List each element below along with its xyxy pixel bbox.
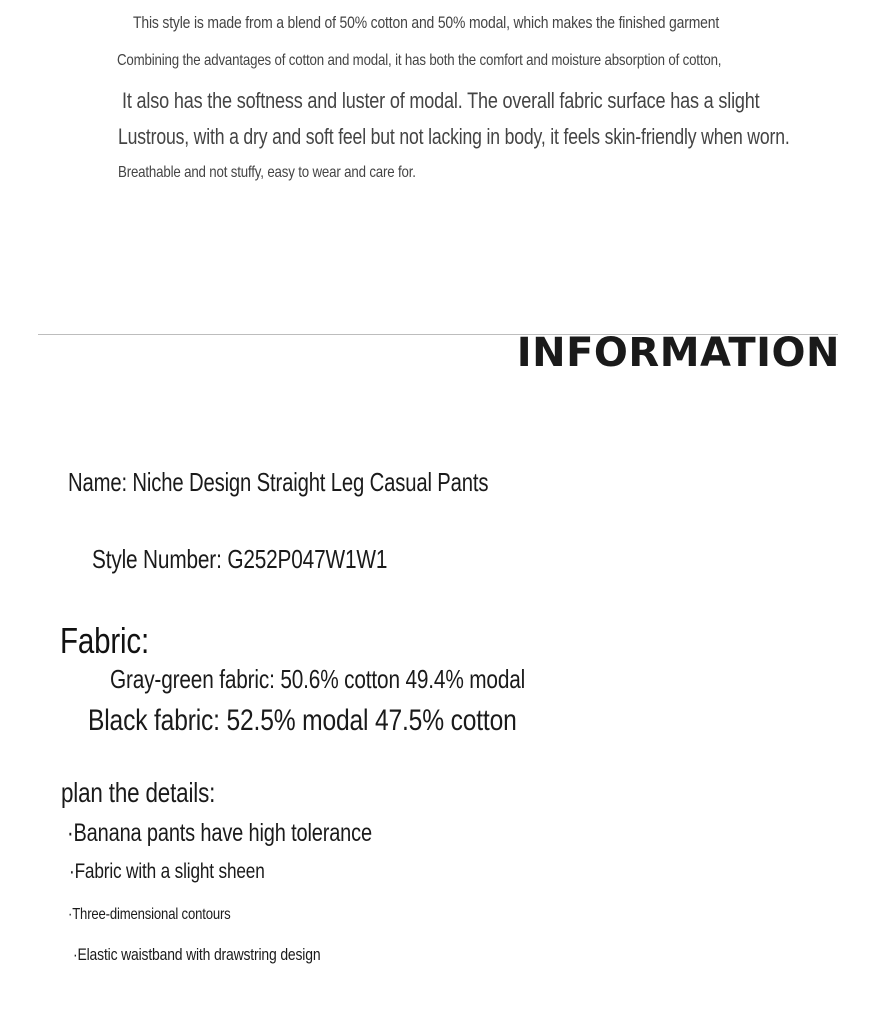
detail-item: ·Banana pants have high tolerance: [67, 819, 372, 847]
product-name: Name: Niche Design Straight Leg Casual Pants: [68, 467, 489, 497]
intro-line: Combining the advantages of cotton and modal, it has both the comfort and moisture absorption of cotton,: [117, 52, 722, 69]
intro-line: This style is made from a blend of 50% cotton and 50% modal, which makes the finished garment: [133, 13, 720, 32]
detail-item: ·Fabric with a slight sheen: [69, 860, 265, 883]
section-title: INFORMATION: [516, 330, 840, 376]
fabric-item: Gray-green fabric: 50.6% cotton 49.4% modal: [110, 664, 526, 694]
fabric-heading: Fabric:: [60, 620, 150, 661]
fabric-item: Black fabric: 52.5% modal 47.5% cotton: [88, 704, 517, 737]
intro-line: It also has the softness and luster of modal. The overall fabric surface has a slight: [122, 88, 760, 113]
intro-line: Lustrous, with a dry and soft feel but not lacking in body, it feels skin-friendly when worn.: [118, 124, 790, 149]
detail-item: ·Three-dimensional contours: [68, 906, 231, 923]
style-number: Style Number: G252P047W1W1: [92, 544, 388, 574]
detail-item: ·Elastic waistband with drawstring design: [73, 945, 321, 964]
intro-line: Breathable and not stuffy, easy to wear and care for.: [118, 164, 416, 181]
details-heading: plan the details:: [61, 777, 216, 808]
